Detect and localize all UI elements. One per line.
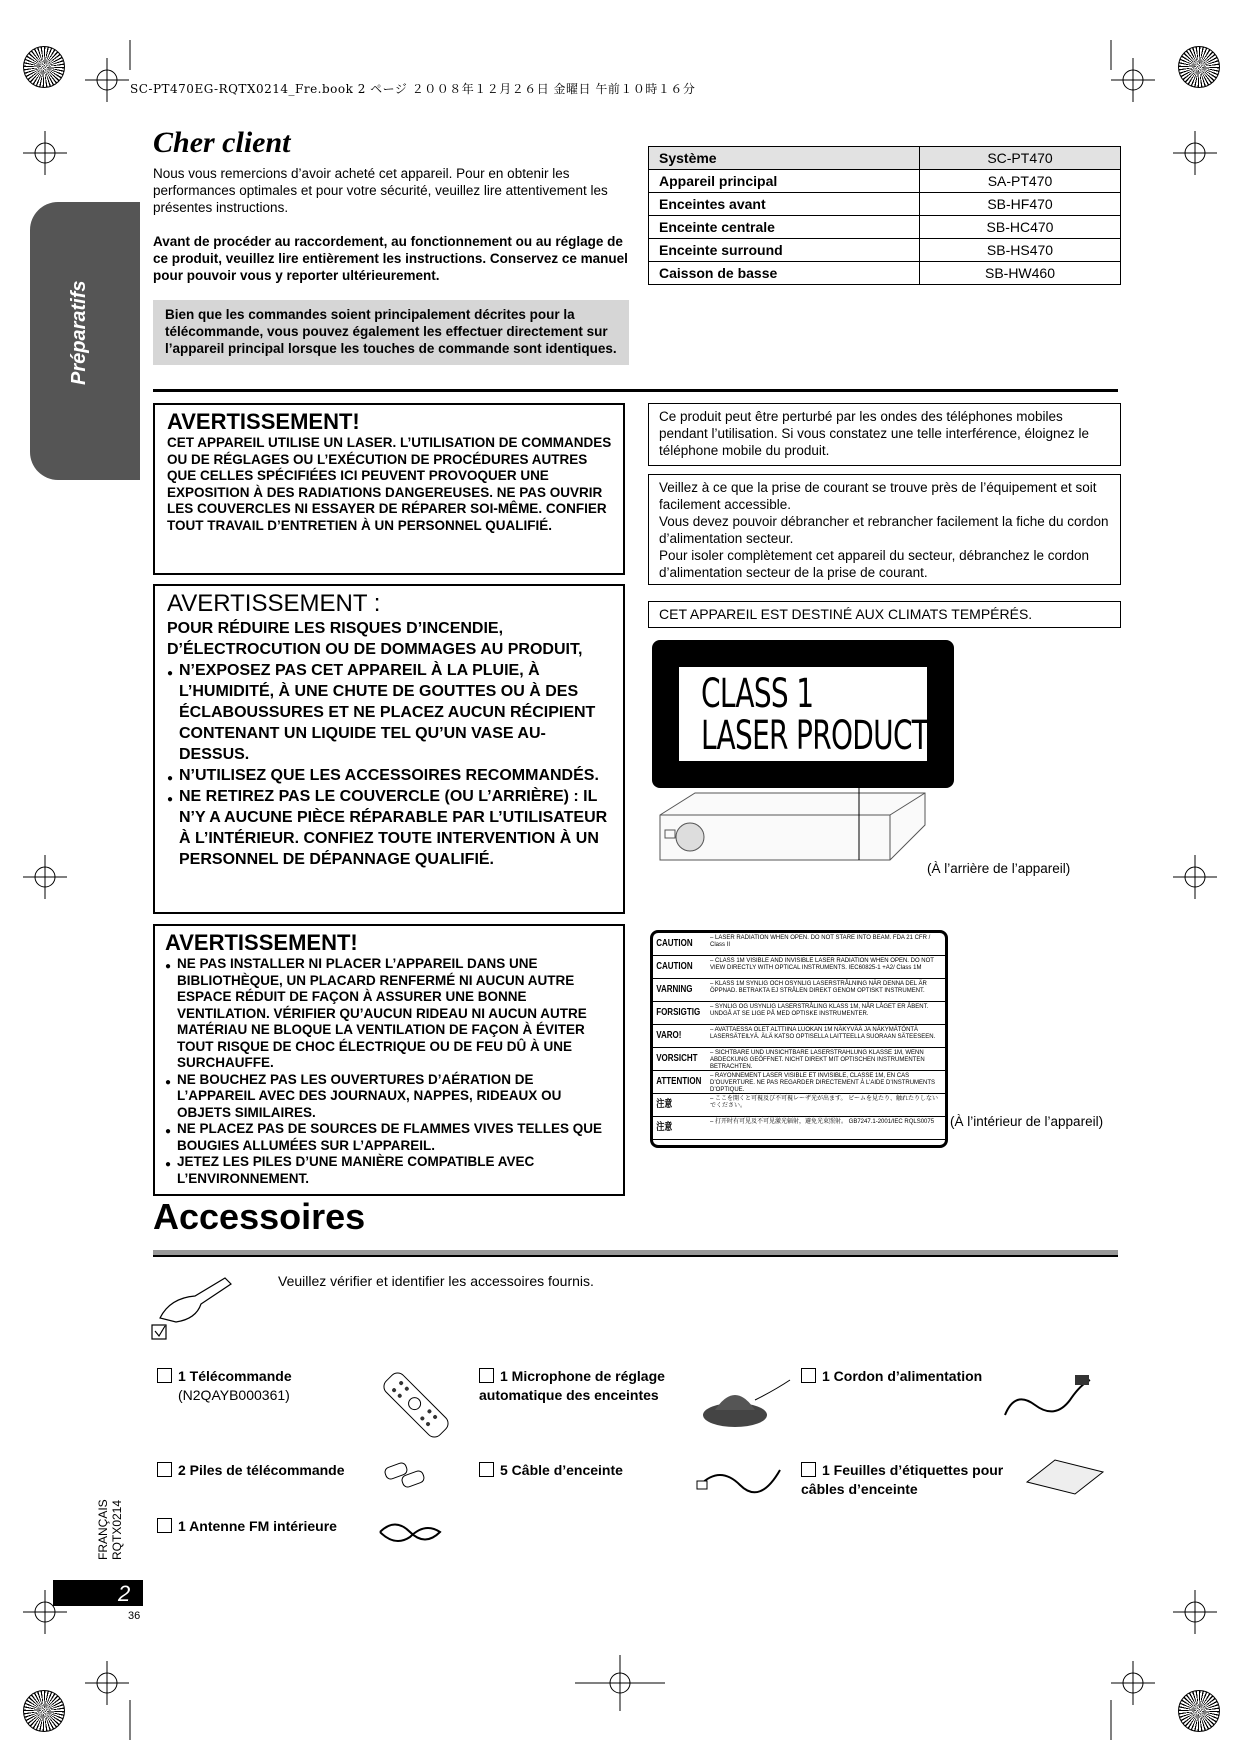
laser-row-text: – SICHTBARE UND UNSICHTBARE LASERSTRAHLUNG KLASSE 1M, WENN ABDECKUNG GEÖFFNET. NICHT DIREKT MIT OPTISCHEN INSTRUMENTEN BETRACHTEN. [710, 1050, 925, 1070]
power-cord-icon [1000, 1365, 1100, 1425]
table-row [649, 239, 1121, 262]
laser-label-row [653, 956, 945, 979]
accessory-checkbox[interactable] [801, 1462, 816, 1477]
laser-label-row [653, 1002, 945, 1025]
warning-title: AVERTISSEMENT : [167, 590, 381, 617]
laser-row-text: – LASER RADIATION WHEN OPEN. DO NOT STARE INTO BEAM. FDA 21 CFR / Class II [710, 935, 931, 948]
table-cell-key: Enceinte surround [649, 239, 920, 262]
table-cell-value: SA-PT470 [920, 170, 1121, 193]
accessory-microphone [479, 1367, 679, 1405]
accessory-label: 1 Télécommande [178, 1368, 292, 1384]
laser-row-text: – SYNLIG OG USYNLIG LASERSTRÅLING KLASS 1M, NÅR LÅGET ER ÅBENT. UNDGÅ AT SE LIGE PÅ MED OPTISKE INSTRUMENTER. [710, 1004, 929, 1017]
accessories-title: Accessoires [153, 1196, 366, 1237]
section-divider [153, 389, 1118, 392]
laser-label-row [653, 1048, 945, 1071]
outlet-line: Pour isoler complètement cet appareil du secteur, débranchez le cordon d’alimentation secteur de la prise de courant. [659, 548, 1089, 580]
laser-row-key: 注意 [656, 1099, 673, 1110]
warning-bullet: ● JETEZ LES PILES D’UNE MANIÈRE COMPATIBLE AVEC L’ENVIRONNEMENT. [165, 1154, 613, 1187]
accessory-checkbox[interactable] [157, 1518, 172, 1533]
batteries-icon [380, 1455, 440, 1495]
table-cell-value: SB-HS470 [920, 239, 1121, 262]
accessory-checkbox[interactable] [801, 1368, 816, 1383]
ventilation-warning-box [153, 924, 625, 1196]
accessory-label: 1 Feuilles d’étiquettes pour câbles d’enceinte [801, 1462, 1004, 1497]
warning-title: AVERTISSEMENT! [165, 930, 358, 955]
table-cell-key: Système [649, 147, 920, 170]
table-row [649, 193, 1121, 216]
laser-row-text: – ここを開くと可視及び不可視レーザ光が出ます。 ビームを見たり、触れたりしないでください。 [710, 1096, 938, 1109]
warning-title: AVERTISSEMENT! [167, 409, 360, 434]
laser-row-key: FORSIGTIG [656, 1007, 701, 1018]
laser-row-text: – 打开时有可见及不可见激光辐射，避免光束照射。 GB7247.1-2001/IEC RQLS0075 [710, 1119, 935, 1125]
accessory-label: 2 Piles de télécommande [178, 1462, 345, 1478]
table-row [649, 170, 1121, 193]
file-header-line: SC-PT470EG-RQTX0214_Fre.book 2 ページ ２００８年１２月２６日 金曜日 午前１０時１６分 [130, 82, 696, 96]
mobile-phone-notice: Ce produit peut être perturbé par les ondes des téléphones mobiles pendant l’utilisation. Si vous constatez une telle interférence, éloignez le téléphone mobile du produit. [648, 403, 1121, 466]
laser-label-row [653, 1071, 945, 1094]
multilingual-laser-label [650, 930, 948, 1148]
laser-row-key: VARO! [656, 1030, 682, 1041]
fire-warning-box [153, 584, 625, 914]
accessory-fm-antenna [157, 1517, 337, 1536]
warning-bullet: ● N’UTILISEZ QUE LES ACCESSOIRES RECOMMANDÉS. [167, 765, 613, 786]
accessory-labels [801, 1461, 1021, 1499]
warning-bullet: ● NE PAS INSTALLER NI PLACER L’APPAREIL DANS UNE BIBLIOTHÈQUE, UN PLACARD RENFERMÉ NI AUCUN AUTRE ESPACE RÉDUIT DE FAÇON À ASSURER UNE BONNE VENTILATION. VÉRIFIER QU’AUCUN RIDEAU NI AUCUN AUTRE MATÉRIAU NE BLOQUE LA VENTILATION DE FAÇON À ÉVITER TOUT RISQUE DE CHOC ÉLECTRIQUE OU DE FEU DÛ À UNE SURCHAUFFE. [165, 956, 613, 1072]
laser-row-key: 注意 [656, 1122, 673, 1133]
class1-laser-label [652, 640, 954, 788]
climate-notice: CET APPAREIL EST DESTINÉ AUX CLIMATS TEMPÉRÉS. [648, 601, 1121, 628]
laser-label-row [653, 979, 945, 1002]
outlet-notice [648, 474, 1121, 585]
microphone-icon [695, 1370, 795, 1430]
footer-lang: FRANÇAIS [96, 1499, 110, 1560]
accessory-label: 1 Microphone de réglage automatique des enceintes [479, 1368, 665, 1403]
accessory-label: 1 Cordon d’alimentation [822, 1368, 983, 1384]
page-number: 2 [118, 1581, 131, 1606]
warning-intro: POUR RÉDUIRE LES RISQUES D’INCENDIE, D’ÉLECTROCUTION OU DE DOMMAGES AU PRODUIT, [167, 620, 583, 658]
accessories-rule [153, 1250, 1118, 1257]
fm-antenna-icon [375, 1512, 445, 1552]
side-tab-label: Préparatifs [68, 280, 90, 385]
accessory-batteries [157, 1461, 345, 1480]
table-cell-value: SC-PT470 [920, 147, 1121, 170]
accessories-instruction: Veuillez vérifier et identifier les accessoires fournis. [278, 1273, 594, 1289]
laser-row-text: – RAYONNEMENT LASER VISIBLE ET INVISIBLE, CLASSE 1M, EN CAS D’OUVERTURE. NE PAS REGARDER DIRECTEMENT À L’AIDE D’INSTRUMENTS D’OPTIQUE. [710, 1073, 936, 1093]
checklist-pen-icon [150, 1273, 240, 1343]
table-cell-key: Caisson de basse [649, 262, 920, 285]
table-cell-value: SB-HF470 [920, 193, 1121, 216]
warning-bullet: ● NE PLACEZ PAS DE SOURCES DE FLAMMES VIVES TELLES QUE BOUGIES ALLUMÉES SUR L’APPAREIL. [165, 1121, 613, 1154]
accessory-checkbox[interactable] [479, 1368, 494, 1383]
laser-row-key: CAUTION [656, 961, 693, 972]
remote-note: Bien que les commandes soient principalement décrites pour la télécommande, vous pouvez également les effectuer directement sur l’appareil principal lorsque les touches de commande sont identiques. [153, 300, 629, 365]
accessory-label: 1 Antenne FM intérieure [178, 1518, 337, 1534]
speaker-cable-icon [695, 1455, 785, 1505]
laser-row-key: CAUTION [656, 938, 693, 949]
laser-label-row [653, 1094, 945, 1117]
table-row [649, 262, 1121, 285]
accessory-label: 5 Câble d’enceinte [500, 1462, 623, 1478]
outlet-line: Vous devez pouvoir débrancher et rebrancher facilement la fiche du cordon d’alimentation secteur. [659, 514, 1109, 546]
table-cell-value: SB-HW460 [920, 262, 1121, 285]
side-language-label [96, 1499, 124, 1560]
remote-control-icon [376, 1365, 456, 1445]
accessory-power-cord [801, 1367, 982, 1386]
laser-row-text: – CLASS 1M VISIBLE AND INVISIBLE LASER RADIATION WHEN OPEN. DO NOT VIEW DIRECTLY WITH OPTICAL INSTRUMENTS. IEC60825-1 +A2/ Class 1M [710, 958, 934, 971]
rear-caption: (À l’arrière de l’appareil) [927, 861, 1071, 876]
table-cell-value: SB-HC470 [920, 216, 1121, 239]
laser-label-row [653, 1025, 945, 1048]
outlet-line: Veillez à ce que la prise de courant se trouve près de l’équipement et soit facilement accessible. [659, 480, 1097, 512]
laser-warning-box [153, 403, 625, 575]
table-cell-key: Enceinte centrale [649, 216, 920, 239]
laser-label-row [653, 933, 945, 956]
intro-paragraph: Nous vous remercions d’avoir acheté cet appareil. Pour en obtenir les performances optimales et pour votre sécurité, veuillez lire attentivement les présentes instructions. [153, 166, 608, 215]
warning-bullet: ● NE BOUCHEZ PAS LES OUVERTURES D’AÉRATION DE L’APPAREIL AVEC DES JOURNAUX, NAPPES, RIDEAUX OU OBJETS SIMILAIRES. [165, 1072, 613, 1122]
class1-label-inner [679, 667, 927, 761]
table-row [649, 147, 1121, 170]
table-cell-key: Appareil principal [649, 170, 920, 193]
page-title: Cher client [153, 126, 291, 159]
accessory-checkbox[interactable] [479, 1462, 494, 1477]
device-rear-illustration [655, 775, 945, 895]
laser-row-text: – AVATTAESSA OLET ALTTIINA LUOKAN 1M NÄKYVÄÄ JA NÄKYMÄTÖNTÄ LASERSÄTEILYÄ. ÄLÄ KATSO OPTISELLA LAITTEELLA SUORAAN SÄTEESEEN. [710, 1027, 936, 1040]
accessory-sub: (N2QAYB000361) [178, 1387, 290, 1403]
accessory-checkbox[interactable] [157, 1462, 172, 1477]
inside-caption: (À l’intérieur de l’appareil) [950, 1114, 1104, 1129]
accessory-speaker-cable [479, 1461, 623, 1480]
laser-label-row [653, 1117, 945, 1140]
accessory-checkbox[interactable] [157, 1368, 172, 1383]
class1-line1: CLASS 1 [701, 671, 814, 717]
warning-bullet: ● N’EXPOSEZ PAS CET APPAREIL À LA PLUIE, À L’HUMIDITÉ, À UNE CHUTE DE GOUTTES OU À DES ÉCLABOUSSURES ET NE PLACEZ AUCUN RÉCIPIENT CONTENANT UN LIQUIDE TEL QU’UN VASE AU-DESSUS. [167, 660, 613, 765]
laser-row-key: VORSICHT [656, 1053, 698, 1064]
table-row [649, 216, 1121, 239]
table-cell-key: Enceintes avant [649, 193, 920, 216]
laser-row-key: VARNING [656, 984, 693, 995]
system-model-table [648, 146, 1121, 285]
laser-row-key: ATTENTION [656, 1076, 702, 1087]
accessory-remote [157, 1367, 292, 1405]
class1-line2: LASER PRODUCT [701, 713, 929, 759]
warning-bullet: ● NE RETIREZ PAS LE COUVERCLE (OU L’ARRIÈRE) : IL N’Y A AUCUNE PIÈCE RÉPARABLE PAR L’UTILISATEUR À L’INTÉRIEUR. CONFIEZ TOUTE INTERVENTION À UN PERSONNEL DE DÉPANNAGE QUALIFIÉ. [167, 786, 613, 870]
intro-bold-paragraph: Avant de procéder au raccordement, au fonctionnement ou au réglage de ce produit, veuillez lire entièrement les instructions. Conservez ce manuel pour pouvoir vous y reporter ultérieurement. [153, 234, 628, 283]
laser-row-text: – KLASS 1M SYNLIG OCH OSYNLIG LASERSTRÅLNING NÄR DENNA DEL ÄR ÖPPNAD. BETRAKTA EJ STRÅLEN DIREKT GENOM OPTISKT INSTRUMENT. [710, 981, 927, 994]
warning-body: CET APPAREIL UTILISE UN LASER. L’UTILISATION DE COMMANDES OU DE RÉGLAGES OU L’EXÉCUTION DE PROCÉDURES AUTRES QUE CELLES SPÉCIFIÉES ICI PEUVENT PROVOQUER UNE EXPOSITION À DES RADIATIONS DANGEREUSES. NE PAS OUVRIR LES COUVERCLES NI ESSAYER DE RÉPARER SOI-MÊME. CONFIER TOUT TRAVAIL D’ENTRETIEN À UN PERSONNEL QUALIFIÉ. [167, 435, 612, 533]
page-number-small: 36 [128, 1610, 141, 1622]
footer-code: RQTX0214 [110, 1499, 124, 1560]
label-sheet-icon [1025, 1458, 1105, 1498]
laser-label-rows [653, 933, 945, 1140]
